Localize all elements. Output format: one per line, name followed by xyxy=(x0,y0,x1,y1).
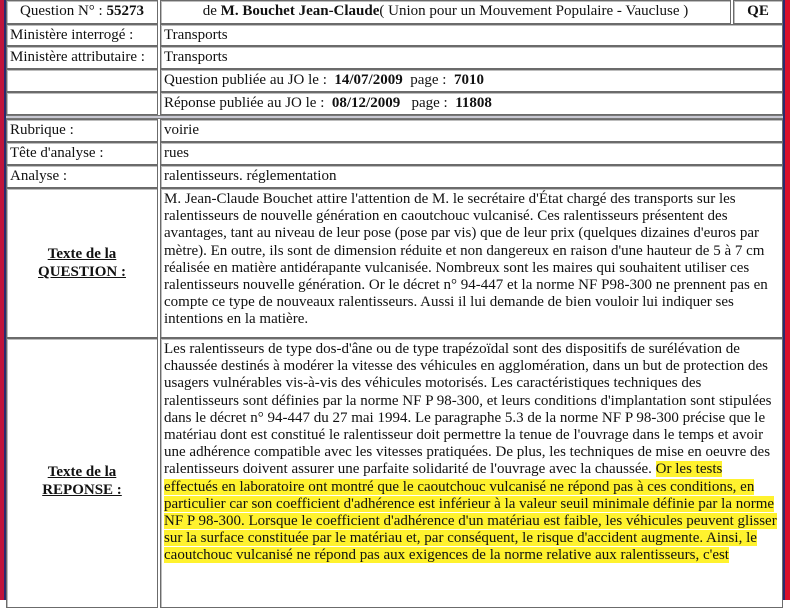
question-pub-label: Question publiée au JO le : xyxy=(164,72,327,88)
tete-analyse-label-cell xyxy=(6,142,158,165)
question-text-cell xyxy=(160,188,783,338)
question-label-line1: Texte de la xyxy=(47,246,117,262)
ministere-interroge-label-cell xyxy=(6,24,158,46)
analyse-label: Analyse : xyxy=(10,168,68,184)
rubrique-label: Rubrique : xyxy=(10,122,74,138)
question-type: QE xyxy=(747,3,769,19)
question-publication-cell xyxy=(160,69,783,92)
question-number-cell xyxy=(6,0,158,24)
reponse-label-cell xyxy=(6,338,158,608)
ministere-attributaire-label: Ministère attributaire : xyxy=(10,49,145,65)
question-pub-date: 14/07/2009 xyxy=(334,72,403,88)
reponse-pub-label: Réponse publiée au JO le : xyxy=(164,95,325,111)
question-number: 55273 xyxy=(106,3,144,19)
tete-analyse-cell xyxy=(160,142,783,165)
question-page-label: page : xyxy=(410,72,447,88)
reponse-page-label: page : xyxy=(411,95,448,111)
author-name: M. Bouchet Jean-Claude xyxy=(220,3,380,19)
tete-analyse-value: rues xyxy=(164,145,189,161)
ministere-interroge-cell xyxy=(160,24,783,46)
reponse-label-line1: Texte de la xyxy=(47,464,117,480)
question-label-line2: QUESTION : xyxy=(38,264,126,280)
right-edge-stripe xyxy=(785,0,790,600)
question-type-cell xyxy=(733,0,783,24)
question-page: 7010 xyxy=(453,72,484,88)
reponse-page: 11808 xyxy=(455,95,492,111)
rubrique-label-cell xyxy=(6,119,158,142)
reponse-pub-date: 08/12/2009 xyxy=(331,95,401,111)
reponse-publication-cell xyxy=(160,92,783,115)
question-number-label: Question N° : xyxy=(20,3,103,19)
ministere-attributaire-value: Transports xyxy=(164,49,228,65)
reponse-text-cell xyxy=(160,338,783,608)
reponse-label-line2: REPONSE : xyxy=(42,482,122,498)
ministere-interroge-label: Ministère interrogé : xyxy=(10,27,134,43)
ministere-attributaire-label-cell xyxy=(6,46,158,69)
ministere-interroge-value: Transports xyxy=(164,27,228,43)
author-cell xyxy=(160,0,731,24)
rubrique-cell xyxy=(160,119,783,142)
rubrique-value: voirie xyxy=(164,122,199,138)
reponse-highlighted-text: Or les tests effectués en laboratoire ont montré que le caoutchouc vulcanisé ne répond pas à ces conditions, en particulier car son coefficient d'adhérence est inférieur à la valeur seuil minimale définie par la norme NF P 98-300. Lorsque le coefficient d'adhérence d'un matériau est faible, les véhicules peuvent glisser sur la surface constituée par le matériau et, par conséquent, le risque d'accident augmente. Ainsi, le caoutchouc vulcanisé ne répond pas aux exigences de la norme relative aux ralentisseurs, c'est xyxy=(164,461,777,564)
question-text: M. Jean-Claude Bouchet attire l'attention de M. le secrétaire d'État chargé des transports sur les ralentisseurs de nouvelle génération en caoutchouc vulcanisé. Ces ralentisseurs présentent des avantages, tant au niveau de leur pose (pose par vis) que de leur prix (quelques dizaines d'euros par mètre). En outre, ils sont de dimension réduite et non dangereux en raison d'une hauteur de 5 à 7 cm réalisée en matière antidérapante vulcanisée. Nombreux sont les maires qui souhaitent utiliser ces ralentisseurs nouvelle génération. Or le décret n° 94-447 et la norme NF P98-300 ne prennent pas en compte ce type de nouveaux ralentisseurs. Aussi il lui demande de bien vouloir lui indiquer ses intentions en la matière. xyxy=(164,191,768,328)
empty-cell xyxy=(6,69,158,92)
analyse-label-cell xyxy=(6,165,158,188)
author-prefix: de xyxy=(202,3,217,19)
tete-analyse-label: Tête d'analyse : xyxy=(10,145,104,161)
ministere-attributaire-cell xyxy=(160,46,783,69)
question-label-cell xyxy=(6,188,158,338)
reponse-text: Les ralentisseurs de type dos-d'âne ou de type trapézoïdal sont des dispositifs de surélévation de chaussée destinés à modérer la vitesse des véhicules en agglomération, dans un but de protection des usagers vulnérables vis-à-vis des véhicules motorisés. Les caractéristiques techniques des ralentisseurs sont définies par la norme NF P 98-300, et leurs conditions d'implantation sont stipulées dans le décret n° 94-447 du 27 mai 1994. Le paragraphe 5.3 de la norme NF P 98-300 précise que le matériau dont est constitué le ralentisseur doit permettre la tenue de l'ouvrage dans le temps et avoir une adhérence compatible avec les vitesses pratiquées. De plus, les techniques de mise en oeuvre des ralentisseurs doivent assurer une parfaite solidarité de l'ouvrage avec la chaussée. xyxy=(164,341,772,478)
empty-cell xyxy=(6,92,158,115)
analyse-value: ralentisseurs. réglementation xyxy=(164,168,337,184)
analyse-cell xyxy=(160,165,783,188)
author-party: ( Union pour un Mouvement Populaire - Vaucluse ) xyxy=(379,3,689,19)
